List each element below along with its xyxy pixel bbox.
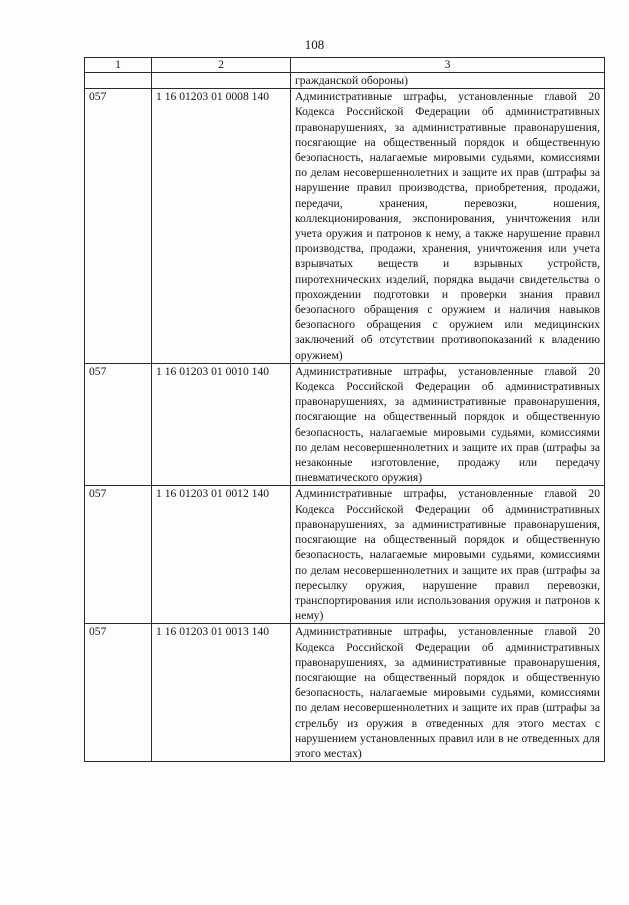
fines-table (84, 57, 605, 762)
column-header-2: 2 (152, 58, 291, 73)
continuation-code-cell (85, 73, 152, 89)
description-cell: Административные штрафы, установленные главой 20 Кодекса Российской Федерации об административных правонарушениях, за административные правонарушения, посягающие на общественный порядок и общественную безопасность, налагаемые мировыми судьями, комиссиями по делам несовершеннолетних и защите их прав (штрафы за нарушение правил производства, приобретения, продажи, передачи, хранения, перевозки, ношения, коллекционирования, экспонирования, уничтожения или учета оружия и патронов к нему, а также нарушение правил производства, продажи, хранения, уничтожения или учета взрывчатых веществ и взрывных устройств, пиротехнических изделий, порядка выдачи свидетельства о прохождении подготовки и проверки знания правил безопасного обращения с оружием и наличия навыков безопасного обращения с оружием или медицинских заключений об отсутствии противопоказаний к владению оружием) (291, 89, 605, 364)
description-cell: Административные штрафы, установленные главой 20 Кодекса Российской Федерации об административных правонарушениях, за административные правонарушения, посягающие на общественный порядок и общественную безопасность, налагаемые мировыми судьями, комиссиями по делам несовершеннолетних и защите их прав (штрафы за пересылку оружия, нарушение правил перевозки, транспортирования или использования оружия и патронов к нему) (291, 486, 605, 624)
table-row (85, 89, 605, 364)
table-row (85, 624, 605, 762)
kbk-code-cell: 1 16 01203 01 0008 140 (152, 89, 291, 364)
table-row (85, 486, 605, 624)
admin-code-cell: 057 (85, 486, 152, 624)
kbk-code-cell: 1 16 01203 01 0013 140 (152, 624, 291, 762)
kbk-code-cell: 1 16 01203 01 0012 140 (152, 486, 291, 624)
column-header-3: 3 (291, 58, 605, 73)
table-row (85, 363, 605, 486)
continuation-description: гражданской обороны) (291, 73, 605, 89)
kbk-code-cell: 1 16 01203 01 0010 140 (152, 363, 291, 486)
continuation-row (85, 73, 605, 89)
table-header-row (85, 58, 605, 73)
continuation-kbk-cell (152, 73, 291, 89)
description-cell: Административные штрафы, установленные главой 20 Кодекса Российской Федерации об административных правонарушениях, за административные правонарушения, посягающие на общественный порядок и общественную безопасность, налагаемые мировыми судьями, комиссиями по делам несовершеннолетних и защите их прав (штрафы за незаконные изготовление, продажу или передачу пневматического оружия) (291, 363, 605, 486)
page-number: 108 (304, 37, 325, 52)
description-cell: Административные штрафы, установленные главой 20 Кодекса Российской Федерации об административных правонарушениях, за административные правонарушения, посягающие на общественный порядок и общественную безопасность, налагаемые мировыми судьями, комиссиями по делам несовершеннолетних и защите их прав (штрафы за стрельбу из оружия в отведенных для этого местах с нарушением установленных правил или в не отведенных для этого местах) (291, 624, 605, 762)
admin-code-cell: 057 (85, 624, 152, 762)
admin-code-cell: 057 (85, 89, 152, 364)
column-header-1: 1 (85, 58, 152, 73)
admin-code-cell: 057 (85, 363, 152, 486)
